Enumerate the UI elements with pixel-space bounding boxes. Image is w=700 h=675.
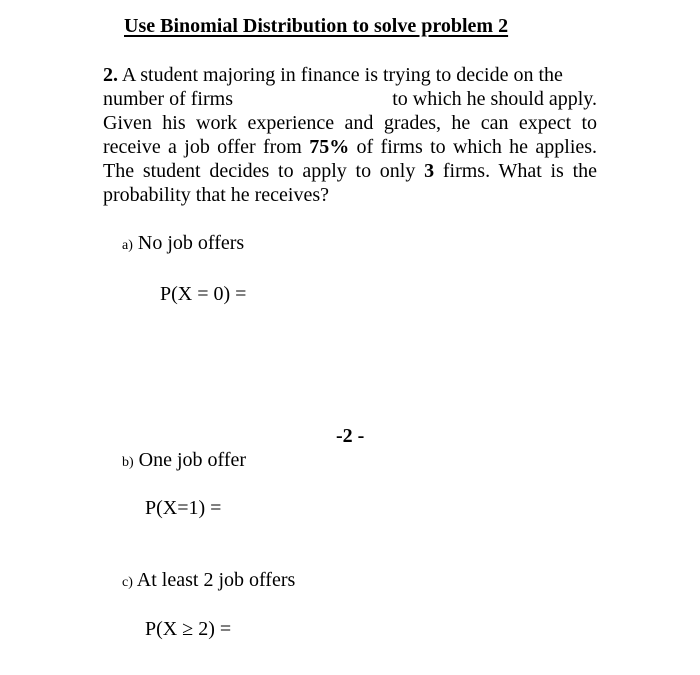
problem-text-4b: of firms to which he applies. — [356, 136, 598, 158]
document-heading: Use Binomial Distribution to solve problem 2 — [124, 15, 509, 37]
offer-rate: 75% — [309, 136, 350, 158]
problem-line-4 — [103, 135, 597, 159]
problem-text-2b: to which he should apply. — [392, 88, 597, 110]
problem-text-6: probability that he receives? — [103, 184, 330, 206]
part-a-equation: P(X = 0) = — [160, 283, 247, 305]
problem-text-4a: receive a job offer from — [103, 136, 302, 158]
part-b-label — [122, 449, 246, 472]
part-c-equation: P(X ≥ 2) = — [145, 618, 232, 640]
part-b-text: One job offer — [138, 449, 247, 471]
problem-text-3: Given his work experience and grades, he can expect to — [103, 112, 597, 134]
part-c-letter: c) — [122, 575, 133, 590]
part-a-text: No job offers — [137, 232, 245, 254]
problem-line-5 — [103, 159, 597, 183]
part-b-equation: P(X=1) = — [145, 497, 222, 519]
problem-line-1 — [103, 63, 597, 87]
part-c-label — [122, 569, 295, 592]
problem-line-3 — [103, 111, 597, 135]
page-number: -2 - — [336, 425, 365, 447]
problem-text-5a: The student decides to apply to only — [103, 160, 416, 182]
problem-line-6 — [103, 183, 597, 207]
part-b-letter: b) — [122, 455, 134, 470]
part-a-label — [122, 232, 244, 255]
problem-number: 2. — [103, 64, 118, 86]
problem-line-2 — [103, 87, 597, 111]
firm-count: 3 — [424, 160, 435, 182]
part-a-letter: a) — [122, 238, 133, 253]
part-c-text: At least 2 job offers — [136, 569, 296, 591]
problem-text-1: A student majoring in finance is trying to decide on the — [121, 64, 563, 86]
problem-statement — [103, 63, 597, 207]
problem-text-2a: number of firms — [103, 88, 233, 110]
problem-text-5b: firms. What is the — [442, 160, 598, 182]
